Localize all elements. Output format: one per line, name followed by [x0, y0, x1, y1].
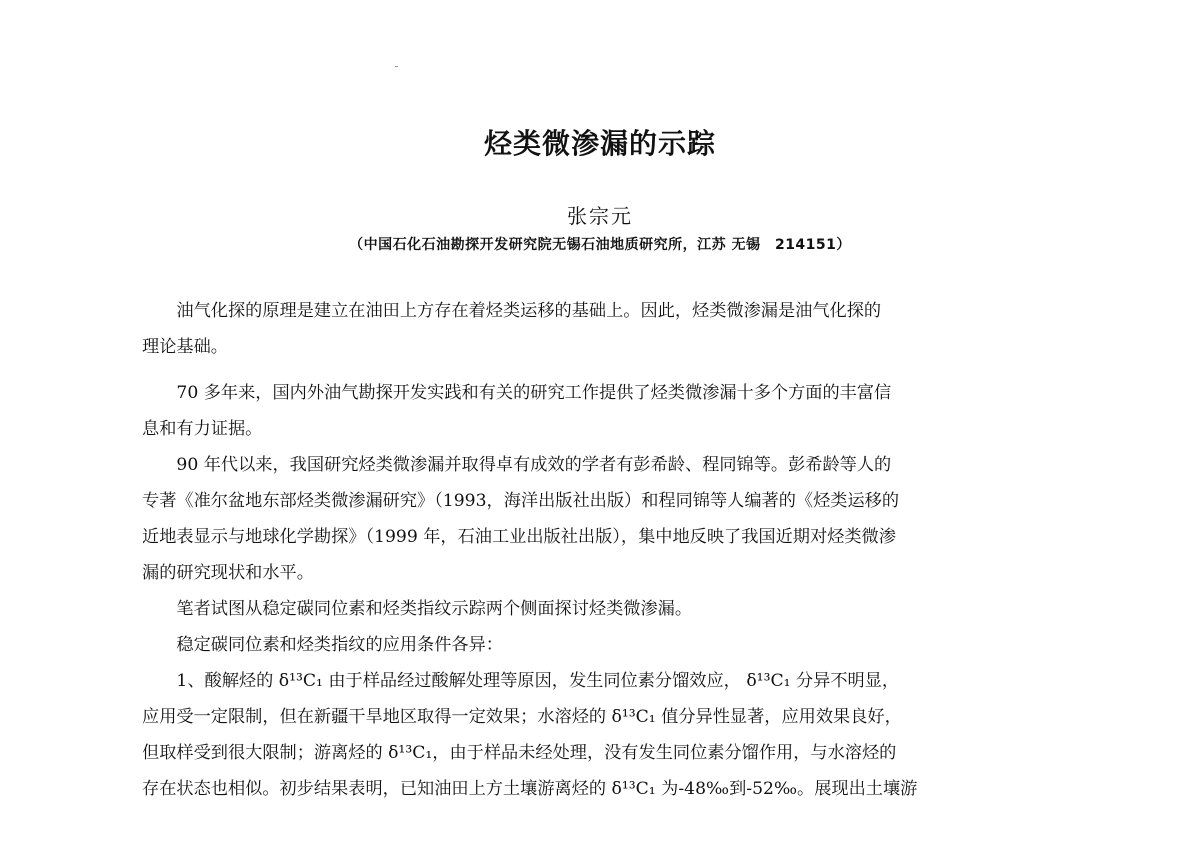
body-text: [142, 293, 1060, 807]
text-line: 90 年代以来，我国研究烃类微渗漏并取得卓有成效的学者有彭希龄、程同锦等。彭希龄等人的: [176, 455, 892, 475]
text-line: 稳定碳同位素和烃类指纹的应用条件各异：: [176, 635, 503, 655]
text-line: 近地表显示与地球化学勘探》（1999 年，石油工业出版社出版），集中地反映了我国近期对烃类微渗: [142, 527, 896, 547]
author-affiliation: （中国石化石油勘探开发研究院无锡石油地质研究所，江苏 无锡 214151）: [349, 237, 851, 253]
paragraph-5: [142, 627, 1060, 663]
scan-speck: [395, 66, 398, 67]
paragraph-4: [142, 591, 1060, 627]
text-line: 存在状态也相似。初步结果表明，已知油田上方土壤游离烃的 δ¹³C₁ 为-48‰到-52‰。展现出土壤游: [142, 779, 918, 799]
text-line: 1、酸解烃的 δ¹³C₁ 由于样品经过酸解处理等原因，发生同位素分馏效应， δ¹³C₁ 分异不明显，: [176, 671, 900, 691]
paragraph-6: [142, 663, 1060, 807]
text-line: 笔者试图从稳定碳同位素和烃类指纹示踪两个侧面探讨烃类微渗漏。: [176, 599, 693, 619]
text-line: 息和有力证据。: [142, 419, 263, 439]
text-line: 漏的研究现状和水平。: [142, 563, 314, 583]
paper-title: 烃类微渗漏的示踪: [483, 127, 716, 160]
text-line: 70 多年来，国内外油气勘探开发实践和有关的研究工作提供了烃类微渗漏十多个方面的丰富信: [176, 383, 892, 403]
text-line: 专著《准尔盆地东部烃类微渗漏研究》（1993，海洋出版社出版）和程同锦等人编著的《烃类运移的: [142, 491, 900, 511]
paragraph-1: [142, 293, 1060, 365]
text-line: 应用受一定限制，但在新疆干旱地区取得一定效果；水溶烃的 δ¹³C₁ 值分异性显著，应用效果良好，: [142, 707, 902, 727]
paragraph-3: [142, 447, 1060, 591]
text-line: 理论基础。: [142, 337, 228, 357]
author-name: 张宗元: [567, 204, 633, 228]
text-line: 但取样受到很大限制；游离烃的 δ¹³C₁，由于样品未经处理，没有发生同位素分馏作用，与水溶烃的: [142, 743, 897, 763]
paragraph-2: [142, 375, 1060, 447]
text-line: 油气化探的原理是建立在油田上方存在着烃类运移的基础上。因此，烃类微渗漏是油气化探的: [176, 301, 882, 321]
